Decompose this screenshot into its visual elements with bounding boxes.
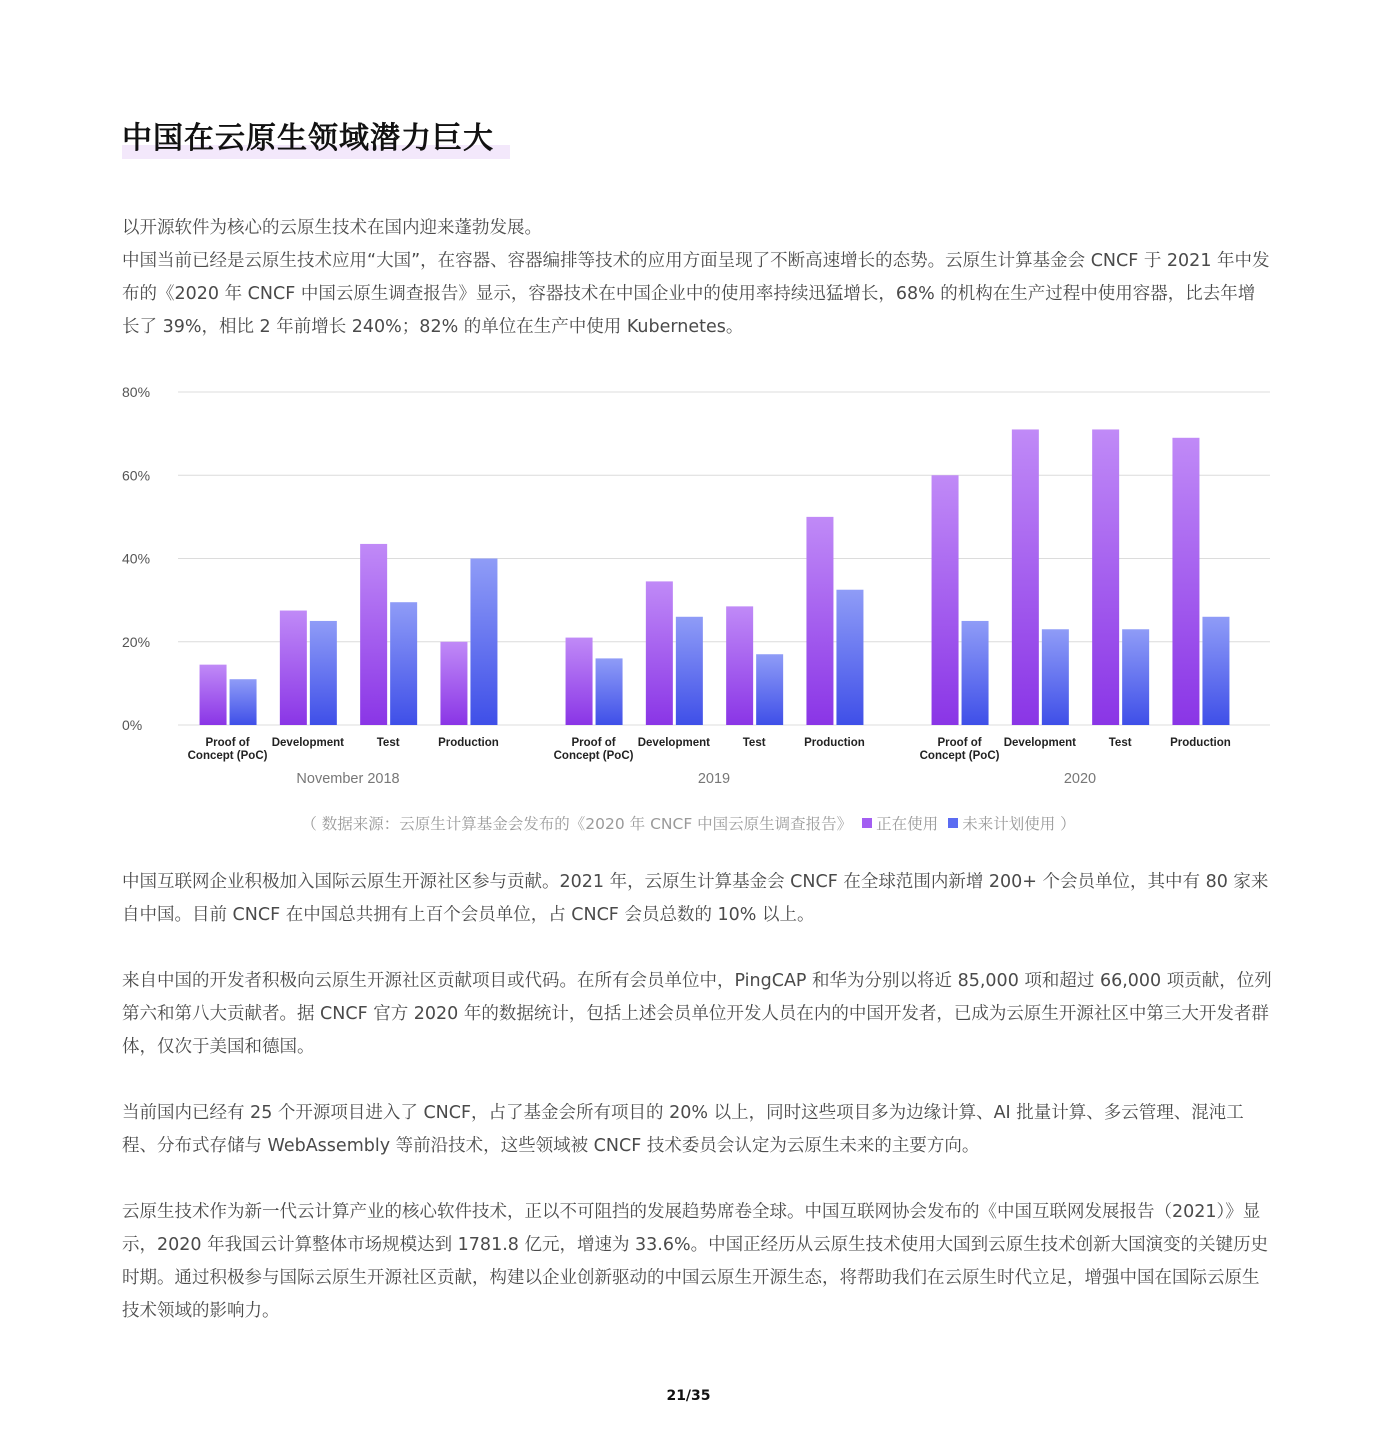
chart-caption — [0, 812, 1377, 834]
bar-planned — [676, 617, 703, 725]
caption-source: （ 数据来源：云原生计算基金会发布的《2020 年 CNCF 中国云原生调查报告》 — [301, 815, 853, 833]
bar-planned — [836, 590, 863, 725]
x-category-label: Production — [804, 737, 865, 749]
bar-in-use — [440, 642, 467, 725]
bar-planned — [1122, 629, 1149, 725]
bar-in-use — [1012, 429, 1039, 725]
bar-planned — [310, 621, 337, 725]
body-paragraph-3: 当前国内已经有 25 个开源项目进入了 CNCF，占了基金会所有项目的 20% 以上，同时这些项目多为边缘计算、AI 批量计算、多云管理、混沌工程、分布式存储与 WebAssembly 等前沿技术，这些领域被 CNCF 技术委员会认定为云原生未来的主要方向。 — [122, 1103, 1244, 1156]
bar-planned — [470, 559, 497, 726]
intro-paragraph-1: 以开源软件为核心的云原生技术在国内迎来蓬勃发展。 — [122, 218, 542, 238]
x-category-label: Test — [1108, 737, 1132, 749]
bar-planned — [1202, 617, 1229, 725]
x-category-label: Concept (PoC) — [919, 750, 1000, 762]
bar-in-use — [1092, 429, 1119, 725]
bar-planned — [390, 602, 417, 725]
x-category-label: Test — [742, 737, 766, 749]
bar-planned — [596, 658, 623, 725]
chart-labels — [122, 384, 1231, 787]
page-title-block — [122, 118, 494, 160]
bar-planned — [962, 621, 989, 725]
bar-chart — [100, 380, 1280, 790]
body-paragraph-1: 中国互联网企业积极加入国际云原生开源社区参与贡献。2021 年，云原生计算基金会 CNCF 在全球范围内新增 200+ 个会员单位，其中有 80 家来自中国。目前 CNCF 在中国总共拥有上百个会员单位，占 CNCF 会员总数的 10% 以上。 — [122, 872, 1269, 925]
y-tick-label: 40% — [122, 550, 151, 567]
chart-bars — [200, 429, 1230, 725]
bar-in-use — [646, 581, 673, 725]
x-category-label: Concept (PoC) — [187, 750, 268, 762]
page-number: 21/35 — [666, 1388, 711, 1404]
legend-swatch-in-use — [862, 818, 872, 828]
bar-in-use — [806, 517, 833, 725]
bar-in-use — [566, 638, 593, 725]
x-category-label: Test — [376, 737, 400, 749]
x-group-label: 2019 — [697, 771, 731, 787]
bar-planned — [230, 679, 257, 725]
x-category-label: Development — [1003, 737, 1076, 749]
bar-planned — [1042, 629, 1069, 725]
bar-in-use — [280, 611, 307, 725]
body-paragraph-2: 来自中国的开发者积极向云原生开源社区贡献项目或代码。在所有会员单位中，PingCAP 和华为分别以将近 85,000 项和超过 66,000 项贡献，位列第六和第八大贡献者。据 CNCF 官方 2020 年的数据统计，包括上述会员单位开发人员在内的中国开发者，已成为云原生开源社区中第三大开发者群体，仅次于美国和德国。 — [122, 971, 1272, 1057]
legend-label-in-use: 正在使用 — [876, 815, 939, 833]
x-category-label: Production — [1170, 737, 1231, 749]
body-paragraph-4: 云原生技术作为新一代云计算产业的核心软件技术，正以不可阻挡的发展趋势席卷全球。中国互联网协会发布的《中国互联网发展报告（2021）》显示，2020 年我国云计算整体市场规模达到 1781.8 亿元，增速为 33.6%。中国正经历从云原生技术使用大国到云原生技术创新大国演变的关键历史时期。通过积极参与国际云原生开源社区贡献，构建以企业创新驱动的中国云原生开源生态，将帮助我们在云原生时代立足，增强中国在国际云原生技术领域的影响力。 — [122, 1202, 1269, 1321]
bar-in-use — [360, 544, 387, 725]
bar-in-use — [932, 475, 959, 725]
legend-swatch-planned — [948, 818, 958, 828]
x-category-label: Proof of — [937, 737, 982, 749]
x-category-label: Proof of — [571, 737, 616, 749]
y-tick-label: 0% — [122, 717, 143, 733]
x-category-label: Concept (PoC) — [553, 750, 634, 762]
legend-label-planned: 未来计划使用 — [962, 815, 1056, 833]
bar-planned — [756, 654, 783, 725]
bar-in-use — [726, 606, 753, 725]
y-tick-label: 20% — [122, 633, 151, 650]
x-group-label: 2020 — [1063, 771, 1097, 787]
intro-paragraph-2: 中国当前已经是云原生技术应用“大国”，在容器、容器编排等技术的应用方面呈现了不断高速增长的态势。云原生计算基金会 CNCF 于 2021 年中发布的《2020 年 CNCF 中国云原生调查报告》显示，容器技术在中国企业中的使用率持续迅猛增长，68% 的机构在生产过程中使用容器，比去年增长了 39%，相比 2 年前增长 240%；82% 的单位在生产中使用 Kubernetes。 — [122, 251, 1270, 337]
bar-in-use — [200, 665, 227, 725]
x-category-label: Development — [271, 737, 344, 749]
x-category-label: Proof of — [205, 737, 250, 749]
y-tick-label: 80% — [122, 384, 151, 400]
x-group-label: November 2018 — [296, 771, 400, 787]
y-tick-label: 60% — [122, 467, 151, 484]
caption-close: ） — [1055, 815, 1076, 833]
bar-in-use — [1172, 438, 1199, 725]
x-category-label: Production — [438, 737, 499, 749]
page-title: 中国在云原生领域潜力巨大 — [122, 121, 494, 156]
x-category-label: Development — [637, 737, 710, 749]
